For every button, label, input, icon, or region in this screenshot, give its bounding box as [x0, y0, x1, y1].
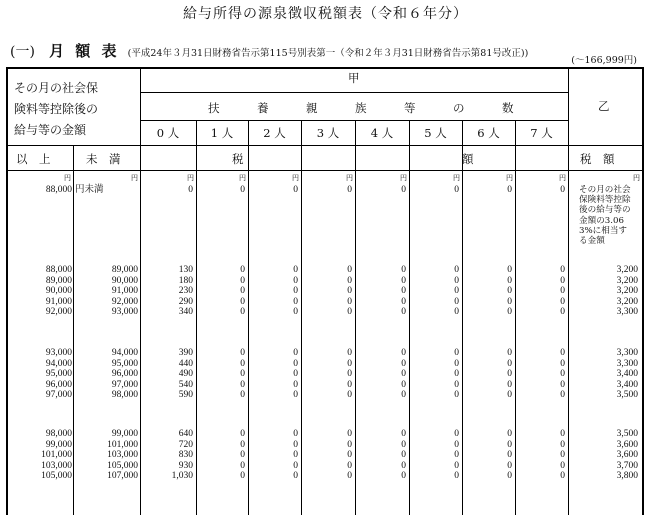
row-value-0: 590	[178, 390, 193, 400]
row-value-1: 0	[240, 286, 245, 296]
row-value-3: 0	[347, 379, 352, 390]
row-from: 103,000	[41, 460, 72, 471]
row-value-4: 0	[401, 296, 406, 307]
header-dependents-5: 5 人	[424, 126, 447, 140]
row-value-4: 0	[401, 439, 406, 450]
row-value-4: 0	[401, 275, 406, 286]
header-fuyou-char: 親	[306, 101, 318, 115]
row-value-2: 0	[293, 307, 298, 317]
row-otsu: 3,600	[616, 439, 638, 450]
header-dependents-7: 7 人	[530, 126, 553, 140]
row-to: 89,000	[111, 265, 138, 275]
unit-mark-1: 円	[131, 174, 138, 182]
row-otsu: 3,700	[616, 460, 638, 471]
table-line	[6, 145, 642, 146]
row-value-0: 720	[178, 439, 193, 450]
row-value-5: 0	[454, 369, 459, 379]
row-first-value-1: 0	[240, 185, 245, 195]
row-value-4: 0	[401, 358, 406, 369]
row-value-1: 0	[240, 265, 245, 275]
row-value-3: 0	[347, 450, 352, 460]
row-value-6: 0	[507, 296, 512, 307]
row-first-value-4: 0	[401, 185, 406, 195]
row-value-5: 0	[454, 358, 459, 369]
unit-mark-6: 円	[400, 174, 407, 182]
table-line	[6, 170, 642, 171]
row-to: 107,000	[107, 471, 138, 481]
row-from: 89,000	[45, 275, 72, 286]
row-value-7: 0	[560, 275, 565, 286]
row-to: 90,000	[111, 275, 138, 286]
row-from: 97,000	[45, 390, 72, 400]
unit-mark-10: 円	[633, 174, 640, 182]
row-value-7: 0	[560, 471, 565, 481]
row-value-1: 0	[240, 275, 245, 286]
row-value-1: 0	[240, 307, 245, 317]
row-value-2: 0	[293, 429, 298, 439]
row-value-1: 0	[240, 471, 245, 481]
row-value-6: 0	[507, 265, 512, 275]
row-value-4: 0	[401, 450, 406, 460]
row-value-1: 0	[240, 379, 245, 390]
row-value-7: 0	[560, 390, 565, 400]
row-value-7: 0	[560, 265, 565, 275]
row-first-value-6: 0	[507, 185, 512, 195]
unit-mark-2: 円	[187, 174, 194, 182]
row-value-2: 0	[293, 275, 298, 286]
row-value-5: 0	[454, 460, 459, 471]
row-value-0: 180	[178, 275, 193, 286]
row-from: 98,000	[45, 429, 72, 439]
row-value-5: 0	[454, 390, 459, 400]
row-value-6: 0	[507, 307, 512, 317]
row-value-6: 0	[507, 390, 512, 400]
row-from: 94,000	[45, 358, 72, 369]
row-otsu: 3,400	[616, 369, 638, 379]
row-value-0: 390	[178, 348, 193, 358]
row-value-6: 0	[507, 439, 512, 450]
row-value-3: 0	[347, 265, 352, 275]
row-value-7: 0	[560, 286, 565, 296]
row-to: 103,000	[107, 450, 138, 460]
row-from: 88,000	[45, 265, 72, 275]
row-value-4: 0	[401, 390, 406, 400]
row-value-6: 0	[507, 358, 512, 369]
row-value-3: 0	[347, 296, 352, 307]
row-value-0: 640	[178, 429, 193, 439]
row-value-2: 0	[293, 369, 298, 379]
row-value-1: 0	[240, 429, 245, 439]
row-value-6: 0	[507, 460, 512, 471]
row-value-3: 0	[347, 275, 352, 286]
row-value-2: 0	[293, 471, 298, 481]
row-value-5: 0	[454, 439, 459, 450]
row-from: 91,000	[45, 296, 72, 307]
table-line	[642, 67, 644, 515]
row-value-4: 0	[401, 379, 406, 390]
row-otsu: 3,600	[616, 450, 638, 460]
row-value-3: 0	[347, 390, 352, 400]
header-fuyou-char: 養	[257, 101, 269, 115]
row-to: 96,000	[111, 369, 138, 379]
row-from: 92,000	[45, 307, 72, 317]
row-otsu: 3,300	[616, 358, 638, 369]
row-value-5: 0	[454, 275, 459, 286]
row-value-7: 0	[560, 450, 565, 460]
section-heading	[10, 40, 528, 61]
row-value-5: 0	[454, 296, 459, 307]
row-otsu: 3,200	[616, 275, 638, 286]
row-from: 105,000	[41, 471, 72, 481]
row-value-6: 0	[507, 275, 512, 286]
unit-mark-4: 円	[292, 174, 299, 182]
unit-mark-8: 円	[506, 174, 513, 182]
row-value-0: 540	[178, 379, 193, 390]
row-value-2: 0	[293, 296, 298, 307]
row-to: 95,000	[111, 358, 138, 369]
row-value-7: 0	[560, 439, 565, 450]
row-value-0: 290	[178, 296, 193, 307]
row-to: 101,000	[107, 439, 138, 450]
unit-mark-7: 円	[453, 174, 460, 182]
unit-mark-0: 円	[64, 174, 71, 182]
row-value-6: 0	[507, 450, 512, 460]
row-value-4: 0	[401, 369, 406, 379]
row-to: 93,000	[111, 307, 138, 317]
row-value-4: 0	[401, 265, 406, 275]
row-value-7: 0	[560, 348, 565, 358]
row-to: 97,000	[111, 379, 138, 390]
row-value-7: 0	[560, 460, 565, 471]
row-value-3: 0	[347, 348, 352, 358]
row-value-4: 0	[401, 460, 406, 471]
row-otsu: 3,300	[616, 307, 638, 317]
row-value-3: 0	[347, 307, 352, 317]
section-number: (一)	[10, 44, 35, 60]
row-value-2: 0	[293, 460, 298, 471]
row-value-0: 1,030	[171, 471, 193, 481]
row-value-5: 0	[454, 348, 459, 358]
row-value-2: 0	[293, 348, 298, 358]
header-fuyou-char: 族	[355, 101, 367, 115]
row-to: 94,000	[111, 348, 138, 358]
section-note: (平成24年３月31日財務省告示第115号別表第一（令和２年３月31日財務省告示第81号改正))	[127, 48, 529, 59]
otsu-note: その月の社会保険料等控除後の給与等の金額の3.063%に相当する金額	[579, 185, 631, 247]
row-from: 99,000	[45, 439, 72, 450]
row-value-7: 0	[560, 307, 565, 317]
row-to: 105,000	[107, 460, 138, 471]
row-value-2: 0	[293, 265, 298, 275]
header-fuyou-char: 扶	[208, 101, 220, 115]
row-value-2: 0	[293, 286, 298, 296]
row-value-0: 340	[178, 307, 193, 317]
header-dependents-1: 1 人	[210, 126, 234, 140]
row-value-3: 0	[347, 429, 352, 439]
row-value-5: 0	[454, 307, 459, 317]
row-otsu: 3,500	[616, 390, 638, 400]
row-value-7: 0	[560, 369, 565, 379]
row-value-1: 0	[240, 358, 245, 369]
row-value-6: 0	[507, 379, 512, 390]
header-dependents-2: 2 人	[263, 126, 286, 140]
row-value-0: 230	[178, 286, 193, 296]
row-otsu: 3,200	[616, 286, 638, 296]
row-value-2: 0	[293, 379, 298, 390]
row-value-1: 0	[240, 450, 245, 460]
row-value-4: 0	[401, 348, 406, 358]
row-to: 98,000	[111, 390, 138, 400]
row-value-6: 0	[507, 369, 512, 379]
row-value-7: 0	[560, 429, 565, 439]
row-value-4: 0	[401, 429, 406, 439]
header-zei: 税	[232, 152, 244, 166]
row-otsu: 3,200	[616, 296, 638, 307]
table-line	[6, 67, 642, 69]
section-name: 月 額 表	[49, 42, 120, 60]
row-value-2: 0	[293, 439, 298, 450]
row-value-1: 0	[240, 390, 245, 400]
header-left-label-line: 給与等の金額	[14, 123, 87, 137]
row-value-5: 0	[454, 471, 459, 481]
row-otsu: 3,800	[616, 471, 638, 481]
row-value-4: 0	[401, 307, 406, 317]
row-value-5: 0	[454, 379, 459, 390]
header-left-label-line: 険料等控除後の	[14, 102, 99, 116]
row-value-3: 0	[347, 460, 352, 471]
row-otsu: 3,200	[616, 265, 638, 275]
row-value-2: 0	[293, 390, 298, 400]
row-value-0: 830	[178, 450, 193, 460]
row-value-7: 0	[560, 379, 565, 390]
header-dependents-0: 0 人	[156, 126, 180, 140]
header-fuyou-char: 数	[502, 101, 514, 115]
row-value-3: 0	[347, 358, 352, 369]
row-otsu: 3,400	[616, 379, 638, 390]
row-from: 96,000	[45, 379, 72, 390]
row-to: 92,000	[111, 296, 138, 307]
row-value-3: 0	[347, 439, 352, 450]
header-gaku: 額	[462, 152, 474, 166]
table-line	[140, 92, 568, 93]
header-fuyou-char: 等	[404, 101, 416, 115]
row-first-value-3: 0	[347, 185, 352, 195]
row-value-7: 0	[560, 296, 565, 307]
row-value-3: 0	[347, 286, 352, 296]
header-dependents-3: 3 人	[316, 126, 340, 140]
header-left-label-line: その月の社会保	[14, 81, 99, 95]
header-ijou: 以 上	[16, 152, 51, 166]
header-dependents-4: 4 人	[370, 126, 394, 140]
row-value-7: 0	[560, 358, 565, 369]
row-value-1: 0	[240, 348, 245, 358]
row-value-0: 490	[178, 369, 193, 379]
header-dependents-6: 6 人	[477, 126, 500, 140]
header-miman: 未 満	[86, 152, 121, 166]
row-first-label: 円未満	[75, 185, 104, 195]
row-value-2: 0	[293, 450, 298, 460]
unit-mark-3: 円	[239, 174, 246, 182]
row-first-from: 88,000	[45, 185, 72, 195]
row-value-1: 0	[240, 296, 245, 307]
row-to: 99,000	[111, 429, 138, 439]
row-first-value-2: 0	[293, 185, 298, 195]
row-value-1: 0	[240, 460, 245, 471]
row-value-6: 0	[507, 286, 512, 296]
row-value-2: 0	[293, 358, 298, 369]
row-value-6: 0	[507, 429, 512, 439]
page-title: 給与所得の源泉徴収税額表（令和６年分）	[183, 6, 468, 22]
row-value-0: 930	[178, 460, 193, 471]
header-kou: 甲	[348, 71, 360, 85]
row-to: 91,000	[111, 286, 138, 296]
row-value-1: 0	[240, 439, 245, 450]
unit-mark-5: 円	[346, 174, 353, 182]
row-from: 95,000	[45, 369, 72, 379]
header-fuyou-char: の	[453, 101, 465, 115]
row-value-5: 0	[454, 286, 459, 296]
row-value-5: 0	[454, 450, 459, 460]
row-value-4: 0	[401, 286, 406, 296]
row-value-4: 0	[401, 471, 406, 481]
row-from: 101,000	[41, 450, 72, 460]
row-from: 90,000	[45, 286, 72, 296]
row-value-0: 130	[178, 265, 193, 275]
max-amount-note: (～166,999円)	[571, 55, 637, 66]
row-value-5: 0	[454, 429, 459, 439]
row-value-5: 0	[454, 265, 459, 275]
row-from: 93,000	[45, 348, 72, 358]
row-value-3: 0	[347, 369, 352, 379]
row-value-6: 0	[507, 471, 512, 481]
header-zeigaku: 税 額	[580, 152, 615, 166]
row-value-6: 0	[507, 348, 512, 358]
header-otsu: 乙	[598, 99, 610, 113]
row-first-value-7: 0	[560, 185, 565, 195]
row-value-0: 440	[178, 358, 193, 369]
row-value-3: 0	[347, 471, 352, 481]
row-first-value-5: 0	[454, 185, 459, 195]
table-line	[140, 120, 568, 121]
unit-mark-9: 円	[559, 174, 566, 182]
row-first-value-0: 0	[188, 185, 193, 195]
row-otsu: 3,300	[616, 348, 638, 358]
row-value-1: 0	[240, 369, 245, 379]
row-otsu: 3,500	[616, 429, 638, 439]
